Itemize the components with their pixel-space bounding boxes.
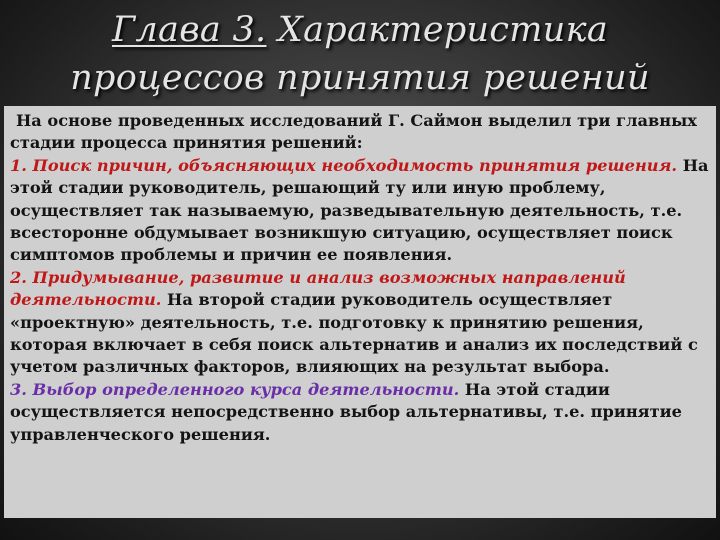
- stage-1-heading: 1. Поиск причин, объясняющих необходимость принятия решения.: [10, 155, 678, 175]
- title-chapter-label: Глава 3.: [111, 10, 267, 50]
- intro-paragraph: На основе проведенных исследований Г. Саймон выделил три главных стадии процесса принятия решений:: [10, 111, 697, 153]
- stage-1-text: На этой стадии руководитель, решающий ту или иную проблему, осуществляет так называемую, разведывательную деятельность, т.е. всесторонне обдумывает возникшую ситуацию, осуществляет поиск симптомов проблемы и причин ее появления.: [10, 155, 709, 265]
- stage-2-paragraph: [10, 267, 710, 379]
- stage-2-heading: 2. Придумывание, развитие и анализ возможных направлений деятельности.: [10, 267, 626, 310]
- title-line1-rest: Характеристика: [266, 10, 608, 50]
- stage-1-paragraph: [10, 155, 710, 267]
- stage-3-text: На этой стадии осуществляется непосредственно выбор альтернативы, т.е. принятие управленческого решения.: [10, 379, 682, 444]
- title-line2: процессов принятия решений: [70, 58, 650, 98]
- stage-3-paragraph: [10, 379, 710, 446]
- slide-title: [10, 6, 710, 102]
- stage-3-heading: 3. Выбор определенного курса деятельности.: [10, 379, 460, 399]
- stage-2-text: На второй стадии руководитель осуществляет «проектную» деятельность, т.е. подготовку к принятию решения, которая включает в себя поиск альтернатив и анализ их последствий с учетом различных факторов, влияющих на результат выбора.: [10, 290, 698, 377]
- content-textbox: [4, 106, 716, 518]
